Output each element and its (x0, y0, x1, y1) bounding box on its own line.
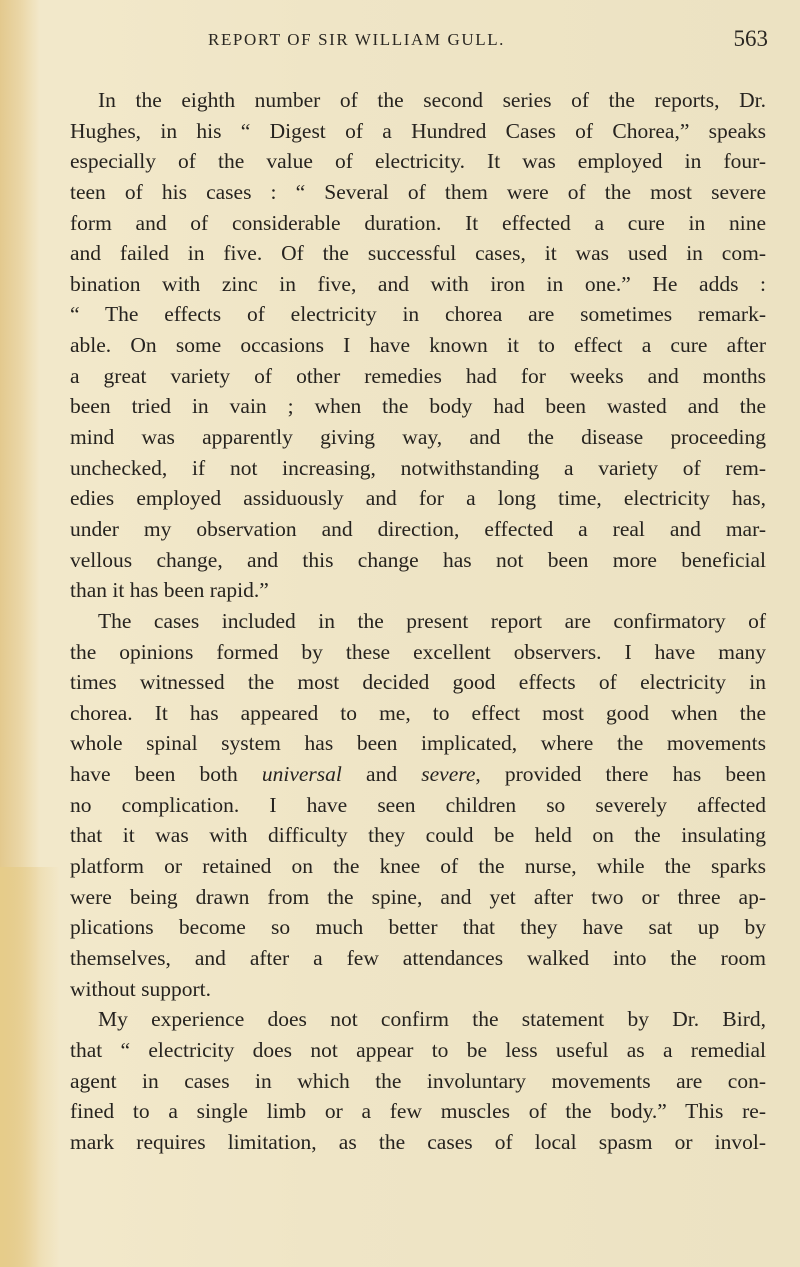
binding-stain (0, 867, 60, 1267)
text-line: able. On some occasions I have known it to effect a cure after (70, 333, 766, 358)
text-line-with-italics (70, 759, 766, 790)
text-line: times witnessed the most decided good effects of electricity in (70, 670, 766, 695)
text-line: themselves, and after a few attendances walked into the room (70, 945, 766, 970)
text-line: Hughes, in his “ Digest of a Hundred Cases of Chorea,” speaks (70, 118, 766, 143)
text-line: that it was with difficulty they could be held on the insulating (70, 823, 766, 848)
page-header (208, 26, 768, 60)
text-line: whole spinal system has been implicated, where the movements (70, 731, 766, 756)
text-line: teen of his cases : “ Several of them were of the most severe (70, 179, 766, 204)
page-number: 563 (733, 26, 768, 51)
text-line: The cases included in the present report are confirmatory of (98, 608, 766, 633)
text-line: bination with zinc in five, and with iron in one.” He adds : (70, 271, 766, 296)
text-line: In the eighth number of the second series of the reports, Dr. (98, 88, 766, 112)
text-line: that “ electricity does not appear to be less useful as a remedial (70, 1037, 766, 1062)
text-line: plications become so much better that they have sat up by (70, 915, 766, 940)
running-title: REPORT OF SIR WILLIAM GULL. (208, 30, 506, 49)
text-line: platform or retained on the knee of the nurse, while the sparks (70, 854, 766, 879)
text-line: vellous change, and this change has not been more beneficial (70, 547, 766, 572)
text-line: chorea. It has appeared to me, to effect most good when the (70, 700, 766, 725)
text-line: without support. (70, 976, 211, 1001)
text-line: no complication. I have seen children so severely affected (70, 792, 766, 817)
italic-word-universal: universal (261, 762, 342, 787)
text-line: especially of the value of electricity. It was employed in four- (70, 149, 766, 174)
text-line: mark requires limitation, as the cases of local spasm or invol- (70, 1129, 766, 1154)
text-line: been tried in vain ; when the body had been wasted and the (70, 394, 766, 419)
text-line: form and of considerable duration. It effected a cure in nine (70, 210, 766, 235)
text-line: “ The effects of electricity in chorea are sometimes remark- (70, 302, 766, 327)
text-line: under my observation and direction, effected a real and mar- (70, 516, 766, 541)
text-line: unchecked, if not increasing, notwithstanding a variety of rem- (70, 455, 766, 480)
text-run: have been both (70, 762, 262, 787)
text-run: , provided there has been (475, 762, 766, 787)
text-line: mind was apparently giving way, and the disease proceeding (70, 425, 766, 450)
text-line: fined to a single limb or a few muscles of the body.” This re- (70, 1099, 766, 1124)
text-run: and (341, 762, 422, 787)
text-line: were being drawn from the spine, and yet after two or three ap- (70, 884, 766, 909)
text-line: edies employed assiduously and for a long time, electricity has, (70, 486, 766, 511)
text-line: and failed in five. Of the successful cases, it was used in com- (70, 241, 766, 266)
body-text (70, 85, 766, 1157)
text-line: agent in cases in which the involuntary movements are con- (70, 1068, 766, 1093)
text-line: a great variety of other remedies had for weeks and months (70, 363, 766, 388)
italic-word-severe: severe (421, 762, 476, 787)
text-line: My experience does not confirm the statement by Dr. Bird, (98, 1007, 766, 1032)
text-line: than it has been rapid.” (70, 578, 269, 603)
text-line: the opinions formed by these excellent observers. I have many (70, 639, 766, 664)
